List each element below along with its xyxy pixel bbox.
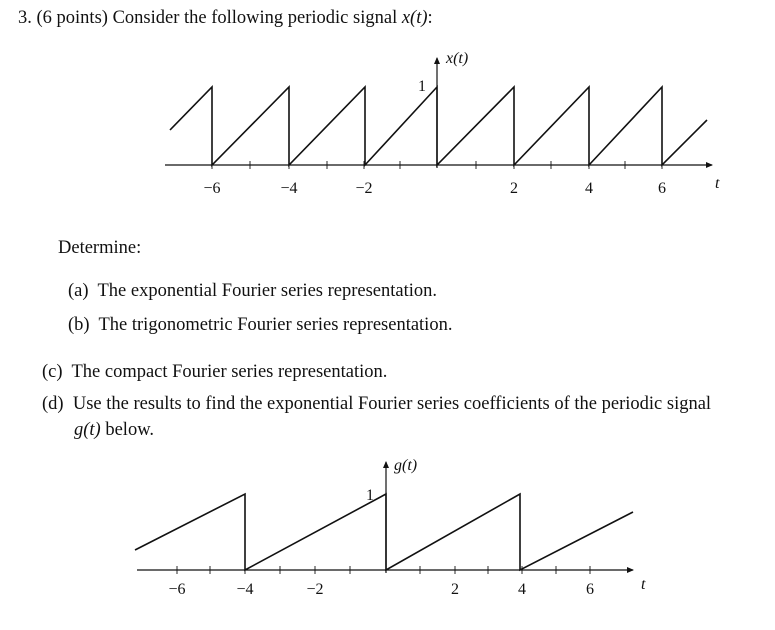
figure-x-tick-labels — [203, 180, 666, 197]
problem-points: (6 points) — [36, 8, 108, 28]
part-d-continued — [74, 420, 154, 441]
problem-statement: Consider the following periodic signal — [112, 8, 398, 28]
figure-g-xlabel: t — [641, 576, 646, 593]
part-a-text: The exponential Fourier series representation. — [97, 281, 438, 301]
figure-g-tick-label: −4 — [236, 581, 254, 598]
part-d-text2: below. — [105, 420, 154, 440]
part-b-label: (b) — [68, 315, 90, 335]
figure-g-tick-labels — [168, 581, 594, 598]
figure-g-tick-label: 2 — [451, 581, 459, 598]
figure-g-tick-label: −2 — [306, 581, 324, 598]
figure-g-waveform — [135, 494, 633, 570]
determine-label: Determine: — [58, 238, 142, 258]
problem-number: 3. — [18, 8, 32, 28]
part-b — [68, 315, 452, 336]
figure-x-plot — [165, 50, 720, 197]
figure-x-tick-label: −6 — [203, 180, 221, 197]
figure-g-tick-label: −6 — [168, 581, 186, 598]
figure-x-tick-label: −2 — [355, 180, 373, 197]
figure-g-tick-label: 4 — [518, 581, 526, 598]
part-c-label: (c) — [42, 362, 63, 382]
figure-x-tick-label: −4 — [280, 180, 298, 197]
part-d-signal: g(t) — [74, 420, 101, 440]
problem-signal: x(t) — [401, 8, 428, 28]
part-b-text: The trigonometric Fourier series representation. — [98, 315, 453, 335]
figure-x-xlabel: t — [715, 175, 720, 192]
problem-colon: : — [427, 8, 433, 28]
figure-g-plot — [135, 457, 646, 598]
part-a — [68, 281, 437, 302]
figure-g-ylabel: g(t) — [394, 457, 418, 474]
figure-g-peak-label: 1 — [366, 487, 374, 504]
part-c — [42, 362, 387, 383]
figure-x-peak-label: 1 — [418, 78, 426, 95]
part-c-text: The compact Fourier series representation. — [71, 362, 388, 382]
figure-x-tick-label: 6 — [658, 180, 666, 197]
figure-x-waveform — [170, 87, 707, 165]
figure-x-tick-label: 2 — [510, 180, 518, 197]
figure-g-tick-label: 6 — [586, 581, 594, 598]
part-d-text: Use the results to find the exponential Fourier series coefficients of the periodic signal — [72, 394, 712, 414]
figure-x-tick-label: 4 — [585, 180, 593, 197]
part-a-label: (a) — [68, 281, 89, 301]
figure-x-ylabel: x(t) — [446, 50, 469, 67]
part-d-label: (d) — [42, 394, 64, 414]
part-d — [42, 394, 711, 415]
